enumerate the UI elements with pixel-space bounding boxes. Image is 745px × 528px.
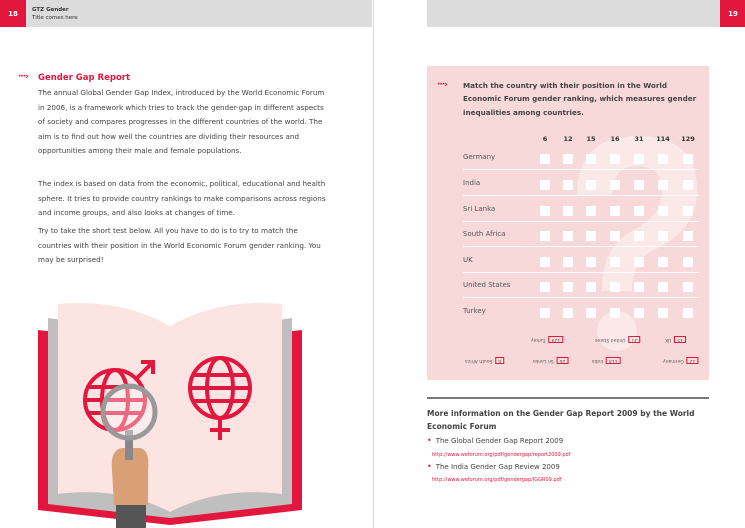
quiz-checkbox[interactable] (634, 308, 644, 318)
quiz-checkbox[interactable] (610, 154, 620, 164)
header-title: GTZ Gender (32, 7, 69, 13)
quiz-checkbox[interactable] (683, 180, 693, 190)
quiz-checkbox[interactable] (610, 231, 620, 241)
quiz-checkbox[interactable] (586, 231, 596, 241)
quiz-checkbox[interactable] (658, 231, 668, 241)
quiz-checkbox[interactable] (563, 308, 573, 318)
column-header: 15 (586, 135, 596, 143)
row-divider (463, 221, 699, 222)
answer-sri-lanka: 16Sri Lanka (533, 357, 569, 364)
quiz-checkbox[interactable] (683, 231, 693, 241)
paragraph-2: The index is based on data from the economic, political, educational and health sphere. It tries to provide country rankings to make comparisons across regions and income groups, and also looks at changes of time. (38, 179, 326, 218)
reference-title: • The Global Gender Gap Report 2009 (427, 436, 564, 445)
quiz-checkbox[interactable] (658, 282, 668, 292)
quiz-checkbox[interactable] (658, 154, 668, 164)
row-divider (463, 272, 699, 273)
more-info-title: More information on the Gender Gap Report 2009 by the World Economic Forum (427, 409, 695, 431)
quiz-checkbox[interactable] (586, 206, 596, 216)
quiz-checkbox[interactable] (563, 206, 573, 216)
quiz-checkbox[interactable] (634, 231, 644, 241)
answer-germany: 12Germany (663, 357, 698, 364)
quiz-checkbox[interactable] (586, 308, 596, 318)
quiz-checkbox[interactable] (610, 180, 620, 190)
reference-link[interactable]: http://www.weforum.org/pdf/gendergap/report2009.pdf (432, 452, 571, 458)
answer-india: 114India (592, 357, 621, 364)
quiz-checkbox[interactable] (683, 206, 693, 216)
quiz-checkbox[interactable] (683, 154, 693, 164)
quiz-box (427, 66, 709, 380)
quiz-checkbox[interactable] (540, 231, 550, 241)
quiz-checkbox[interactable] (610, 206, 620, 216)
country-label: United States (463, 281, 511, 289)
reference-link[interactable]: http://www.weforum.org/pdf/gendergap/IGGR09.pdf (432, 477, 562, 483)
left-page (0, 0, 372, 528)
quiz-checkbox[interactable] (683, 308, 693, 318)
page-number-left: 18 (0, 0, 26, 27)
country-label: South Africa (463, 230, 506, 238)
quiz-checkbox[interactable] (634, 206, 644, 216)
row-divider (463, 169, 699, 170)
column-header: 114 (656, 135, 670, 143)
quiz-checkbox[interactable] (610, 257, 620, 267)
reference-title: • The India Gender Gap Review 2009 (427, 462, 560, 471)
quiz-checkbox[interactable] (658, 257, 668, 267)
paragraph-3: Try to take the short test below. All you have to do is to try to match the countries with their position in the World Economic Forum gender ranking. You may be surprised! (38, 226, 321, 265)
country-label: UK (463, 256, 473, 264)
header-subtitle: Title comes here (32, 15, 78, 21)
quiz-question: Match the country with their position in the World Economic Forum gender ranking, which measures gender inequalities among countries. (463, 81, 697, 117)
quiz-checkbox[interactable] (586, 257, 596, 267)
row-divider (463, 297, 699, 298)
quiz-checkbox[interactable] (634, 180, 644, 190)
dotted-arrow-icon: ···› (18, 72, 28, 82)
book-globe-illustration (30, 300, 310, 528)
quiz-checkbox[interactable] (634, 282, 644, 292)
answer-uk: 15UK (665, 336, 686, 343)
quiz-checkbox[interactable] (658, 180, 668, 190)
quiz-checkbox[interactable] (683, 257, 693, 267)
column-header: 6 (542, 135, 548, 143)
column-header: 16 (610, 135, 620, 143)
quiz-checkbox[interactable] (563, 282, 573, 292)
answer-united-states: 31United States (595, 336, 640, 343)
row-divider (463, 246, 699, 247)
quiz-checkbox[interactable] (540, 282, 550, 292)
column-header: 31 (634, 135, 644, 143)
quiz-checkbox[interactable] (610, 308, 620, 318)
quiz-checkbox[interactable] (683, 282, 693, 292)
quiz-checkbox[interactable] (563, 180, 573, 190)
book-right-page (170, 303, 282, 512)
right-page (373, 0, 745, 528)
country-label: Germany (463, 153, 496, 161)
quiz-checkbox[interactable] (540, 206, 550, 216)
quiz-checkbox[interactable] (634, 257, 644, 267)
quiz-checkbox[interactable] (540, 308, 550, 318)
paragraph-1: The annual Global Gender Gap Index, introduced by the World Economic Forum in 2006, is a framework which tries to track the gender-gap in different aspects of society and compares progresses in the different countries of the world. The aim is to find out how well the countries are dividing their resources and opportunities among their male and female populations. (38, 88, 325, 156)
quiz-checkbox[interactable] (586, 154, 596, 164)
column-header: 129 (681, 135, 695, 143)
row-divider (463, 195, 699, 196)
quiz-checkbox[interactable] (540, 154, 550, 164)
quiz-checkbox[interactable] (563, 257, 573, 267)
header-bar-right (427, 0, 720, 27)
quiz-checkbox[interactable] (540, 257, 550, 267)
page-number-right: 19 (720, 0, 745, 27)
column-header: 12 (563, 135, 573, 143)
country-label: India (463, 179, 481, 187)
country-label: Turkey (463, 307, 486, 315)
quiz-checkbox[interactable] (540, 180, 550, 190)
dotted-arrow-icon: ···› (437, 80, 447, 90)
quiz-checkbox[interactable] (563, 231, 573, 241)
quiz-checkbox[interactable] (658, 308, 668, 318)
quiz-checkbox[interactable] (586, 282, 596, 292)
header-bar-left (26, 0, 372, 27)
quiz-checkbox[interactable] (586, 180, 596, 190)
divider-line (427, 397, 709, 399)
quiz-checkbox[interactable] (563, 154, 573, 164)
country-label: Sri Lanka (463, 205, 496, 213)
answer-turkey: 129Turkey (531, 336, 563, 343)
quiz-checkbox[interactable] (658, 206, 668, 216)
section-title: Gender Gap Report (38, 73, 131, 83)
quiz-checkbox[interactable] (610, 282, 620, 292)
quiz-checkbox[interactable] (634, 154, 644, 164)
answer-south-africa: 6South Africa (465, 357, 504, 364)
